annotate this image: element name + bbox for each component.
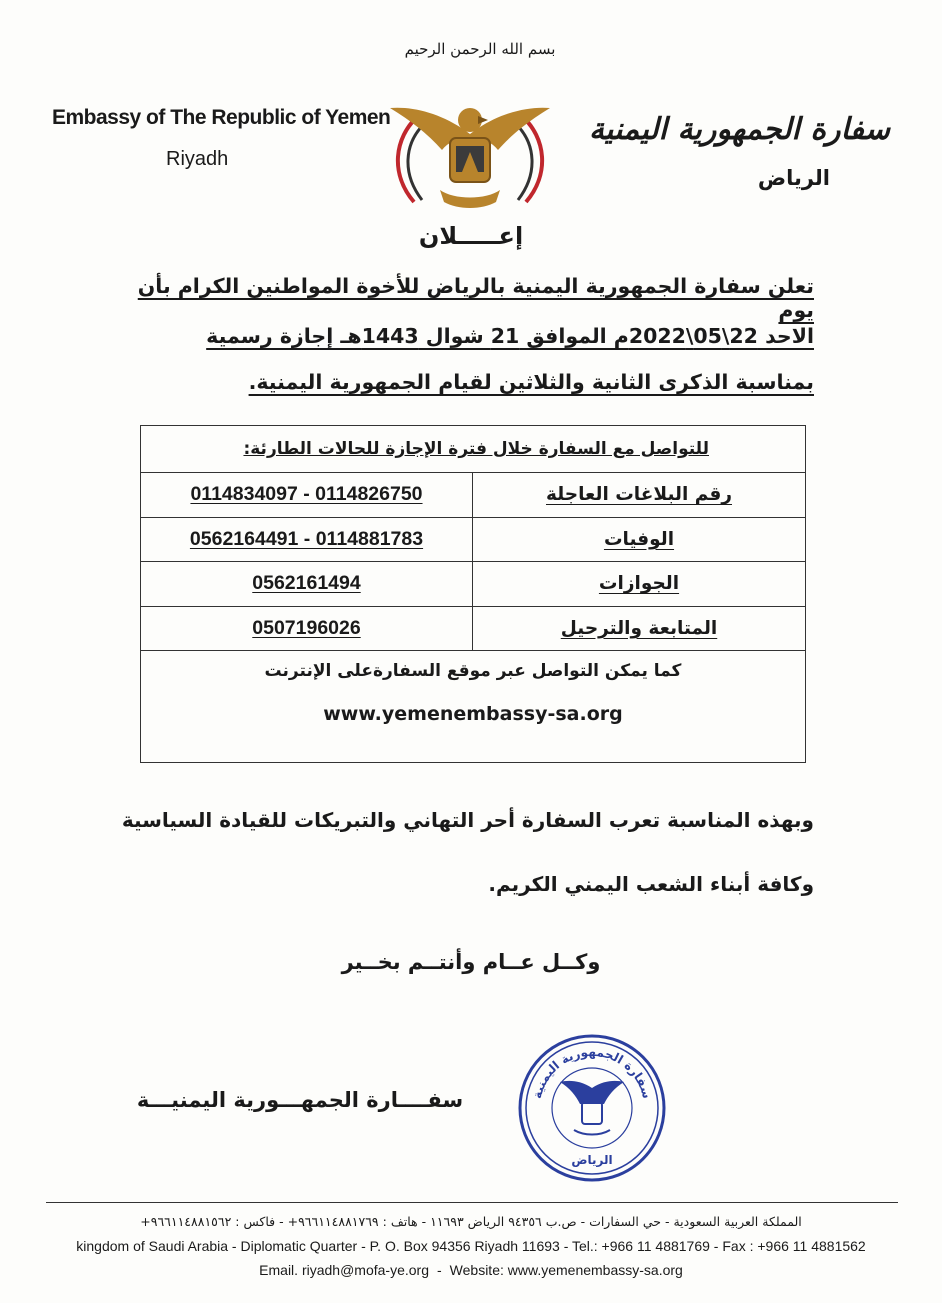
website-link[interactable]: www.yemenembassy-sa.org bbox=[323, 703, 623, 725]
announcement-title: إعـــــلان bbox=[418, 222, 524, 250]
table-row bbox=[141, 562, 806, 607]
contact-numbers: 0562164491 - 0114881783 bbox=[141, 517, 473, 562]
closing-line-1: وبهذه المناسبة تعرب السفارة أحر التهاني والتبريكات للقيادة السياسية bbox=[121, 808, 814, 832]
table-header-row bbox=[141, 426, 806, 473]
announcement-line-2: الاحد 22\05\2022م الموافق 21 شوال 1443هـ إجازة رسمية bbox=[206, 324, 814, 348]
closing-line-2: وكافة أبناء الشعب اليمني الكريم. bbox=[488, 872, 814, 896]
footer-email[interactable]: Email. riyadh@mofa-ye.org bbox=[259, 1262, 429, 1278]
contact-numbers: 0562161494 bbox=[141, 562, 473, 607]
contacts-header: للتواصل مع السفارة خلال فترة الإجازة للحالات الطارئة: bbox=[141, 426, 806, 473]
website-note: كما يمكن التواصل عبر موقع السفارةعلى الإنترنت bbox=[264, 661, 682, 681]
table-row bbox=[141, 517, 806, 562]
greeting: وكــل عــام وأنتــم بخــير bbox=[341, 950, 601, 974]
embassy-name-arabic: سفارة الجمهورية اليمنية bbox=[588, 112, 890, 147]
footer-divider bbox=[46, 1202, 898, 1203]
announcement-line-3: بمناسبة الذكرى الثانية والثلاثين لقيام الجمهورية اليمنية. bbox=[248, 370, 814, 394]
emergency-contacts-table bbox=[140, 425, 806, 763]
yemen-eagle-emblem-icon bbox=[384, 94, 556, 220]
table-row bbox=[141, 606, 806, 651]
stamp-top-text: سفارة الجمهورية اليمنية bbox=[529, 1044, 655, 1101]
basmala: بسم الله الرحمن الرحيم bbox=[404, 40, 556, 58]
contact-numbers: 0114834097 - 0114826750 bbox=[141, 473, 473, 518]
embassy-city-english: Riyadh bbox=[166, 148, 229, 170]
website-cell bbox=[141, 651, 806, 763]
contact-label: المتابعة والترحيل bbox=[473, 606, 806, 651]
footer-website[interactable]: Website: www.yemenembassy-sa.org bbox=[449, 1262, 683, 1278]
embassy-stamp-icon bbox=[516, 1032, 668, 1184]
signature: سفــــارة الجمهـــورية اليمنيـــة bbox=[136, 1088, 464, 1112]
contact-label: رقم البلاغات العاجلة bbox=[473, 473, 806, 518]
embassy-name-english: Embassy of The Republic of Yemen bbox=[52, 106, 391, 129]
embassy-city-arabic: الرياض bbox=[757, 166, 830, 190]
footer-address-english: kingdom of Saudi Arabia - Diplomatic Quarter - P. O. Box 94356 Riyadh 11693 - Tel.: +966 11 4881769 - Fax : +966 11 4881562 bbox=[76, 1238, 866, 1254]
footer-address-arabic: المملكة العربية السعودية - حي السفارات - ص.ب ٩٤٣٥٦ الرياض ١١٦٩٣ - هاتف : ٩٦٦١١٤٨٨١٧٦٩+ - فاكس : ٩٦٦١١٤٨٨١٥٦٢+ bbox=[140, 1214, 802, 1229]
announcement-line-1: تعلن سفارة الجمهورية اليمنية بالرياض للأخوة المواطنين الكرام بأن يوم bbox=[137, 274, 814, 322]
stamp-bottom-text: الرياض bbox=[571, 1153, 613, 1167]
contact-numbers: 0507196026 bbox=[141, 606, 473, 651]
table-footer-row bbox=[141, 651, 806, 763]
footer-contact-line: Email. riyadh@mofa-ye.org - Website: www.yemenembassy-sa.org bbox=[259, 1262, 683, 1278]
table-row bbox=[141, 473, 806, 518]
contact-label: الجوازات bbox=[473, 562, 806, 607]
contact-label: الوفيات bbox=[473, 517, 806, 562]
